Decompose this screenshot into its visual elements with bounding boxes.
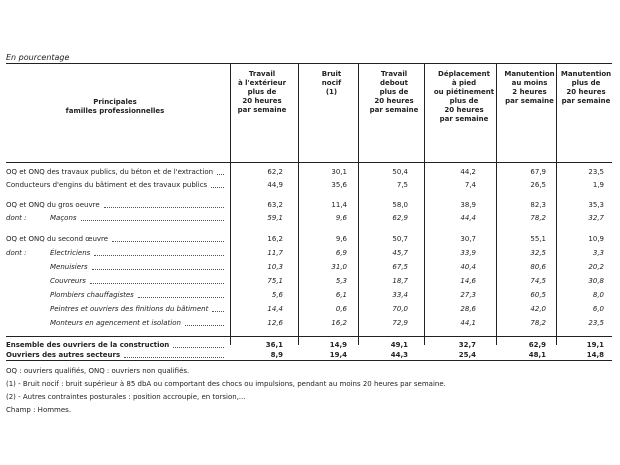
cell-value: 49,1 [390, 341, 408, 349]
cell-value: 59,1 [267, 214, 283, 222]
cell-value: 14,6 [460, 277, 476, 285]
table-row [6, 167, 612, 178]
row-label-text: Monteurs en agencement et isolation [50, 319, 181, 327]
column-header-3: Travail debout plus de 20 heures par semaine [369, 70, 419, 114]
row-label-text: Maçons [50, 214, 77, 222]
row-label [6, 213, 77, 224]
table-row [6, 276, 612, 287]
footnote: Champ : Hommes. [6, 406, 72, 414]
cell-value: 23,5 [588, 319, 604, 327]
table-row [6, 200, 612, 211]
cell-value: 26,5 [530, 181, 546, 189]
leader-dots [212, 304, 224, 312]
cell-value: 8,9 [270, 351, 283, 359]
column-header-1: Travail à l'extérieur plus de 20 heures par semaine [237, 70, 287, 114]
cell-value: 35,3 [588, 201, 604, 209]
row-label [6, 290, 134, 301]
cell-value: 12,6 [267, 319, 283, 327]
cell-value: 48,1 [528, 351, 546, 359]
row-label-text: OQ et ONQ du second œuvre [6, 235, 109, 243]
cell-value: 20,2 [588, 263, 604, 271]
table-row [6, 290, 612, 301]
cell-value: 62,9 [528, 341, 546, 349]
cell-value: 62,9 [392, 214, 408, 222]
table-row [6, 318, 612, 329]
cell-value: 45,7 [392, 249, 408, 257]
cell-value: 55,1 [530, 235, 546, 243]
cell-value: 11,4 [331, 201, 347, 209]
table-row [6, 213, 612, 224]
cell-value: 32,7 [458, 341, 476, 349]
cell-value: 40,4 [460, 263, 476, 271]
cell-value: 42,0 [530, 305, 546, 313]
row-label-text: OQ et ONQ du gros oeuvre [6, 201, 100, 209]
cell-value: 6,1 [335, 291, 347, 299]
table-row [6, 304, 612, 315]
table-row [6, 234, 612, 245]
cell-value: 5,6 [271, 291, 283, 299]
row-label [6, 200, 100, 211]
cell-value: 50,7 [392, 235, 408, 243]
cell-value: 75,1 [267, 277, 283, 285]
leader-dots [138, 290, 224, 298]
unit-label: En pourcentage [6, 53, 70, 62]
cell-value: 82,3 [530, 201, 546, 209]
cell-value: 33,9 [460, 249, 476, 257]
cell-value: 50,4 [392, 168, 408, 176]
row-label [6, 248, 90, 259]
cell-value: 62,2 [267, 168, 283, 176]
row-label [6, 262, 88, 273]
cell-value: 16,2 [331, 319, 347, 327]
row-label [6, 180, 207, 191]
leader-dots [185, 318, 224, 326]
footnote: OQ : ouvriers qualifiés, ONQ : ouvriers non qualifiés. [6, 367, 190, 375]
cell-value: 8,0 [592, 291, 604, 299]
table-row [6, 180, 612, 191]
cell-value: 30,1 [331, 168, 347, 176]
cell-value: 36,1 [265, 341, 283, 349]
row-label-text: Ensemble des ouvriers de la construction [6, 341, 170, 349]
leader-dots [92, 262, 224, 270]
cell-value: 44,2 [460, 168, 476, 176]
cell-value: 25,4 [458, 351, 476, 359]
cell-value: 14,4 [267, 305, 283, 313]
cell-value: 10,3 [267, 263, 283, 271]
cell-value: 16,2 [267, 235, 283, 243]
cell-value: 19,1 [586, 341, 604, 349]
footnote: (2) - Autres contraintes posturales : position accroupie, en torsion,... [6, 393, 246, 401]
cell-value: 18,7 [392, 277, 408, 285]
cell-value: 7,5 [396, 181, 408, 189]
cell-value: 44,9 [267, 181, 283, 189]
cell-value: 11,7 [267, 249, 283, 257]
cell-value: 23,5 [588, 168, 604, 176]
cell-value: 14,9 [329, 341, 347, 349]
cell-value: 0,6 [335, 305, 347, 313]
cell-value: 78,2 [530, 214, 546, 222]
cell-value: 30,8 [588, 277, 604, 285]
cell-value: 6,9 [335, 249, 347, 257]
row-label [6, 167, 213, 178]
row-label-text: Électriciens [50, 249, 91, 257]
row-prefix: dont : [6, 214, 27, 222]
cell-value: 44,1 [460, 319, 476, 327]
leader-dots [112, 234, 224, 242]
cell-value: 44,4 [460, 214, 476, 222]
table-row [6, 262, 612, 273]
cell-value: 67,5 [392, 263, 408, 271]
row-label [6, 234, 108, 245]
cell-value: 9,6 [335, 214, 347, 222]
row-label [6, 276, 86, 287]
cell-value: 31,0 [331, 263, 347, 271]
column-header-5: Manutention au moins 2 heures par semaine [504, 70, 555, 105]
cell-value: 9,6 [335, 235, 347, 243]
cell-value: 7,4 [464, 181, 476, 189]
leader-dots [81, 213, 224, 221]
cell-value: 60,5 [530, 291, 546, 299]
leader-dots [217, 167, 224, 175]
cell-value: 80,6 [530, 263, 546, 271]
cell-value: 19,4 [329, 351, 347, 359]
table-row [6, 248, 612, 259]
cell-value: 14,8 [586, 351, 604, 359]
row-label [6, 304, 208, 315]
column-header-4: Déplacement à pied ou piétinement plus de 20 heures par semaine [433, 70, 495, 123]
cell-value: 1,9 [592, 181, 604, 189]
cell-value: 58,0 [392, 201, 408, 209]
row-label-text: Plombiers chauffagistes [50, 291, 134, 299]
cell-value: 44,3 [390, 351, 408, 359]
leader-dots [94, 248, 224, 256]
cell-value: 5,3 [335, 277, 347, 285]
cell-value: 35,6 [331, 181, 347, 189]
row-label-text: OQ et ONQ des travaux publics, du béton et de l'extraction [6, 168, 214, 176]
cell-value: 32,5 [530, 249, 546, 257]
footnote: (1) - Bruit nocif : bruit supérieur à 85 dbA ou comportant des chocs ou impulsions, pendant au moins 20 heures par semaine. [6, 380, 446, 388]
cell-value: 33,4 [392, 291, 408, 299]
row-prefix: dont : [6, 249, 27, 257]
leader-dots [90, 276, 224, 284]
leader-dots [211, 180, 224, 188]
header-bottom-rule [6, 162, 612, 163]
cell-value: 74,5 [530, 277, 546, 285]
leader-dots [104, 200, 224, 208]
row-label-text: Peintres et ouvriers des finitions du bâtiment [50, 305, 209, 313]
cell-value: 67,9 [530, 168, 546, 176]
cell-value: 28,6 [460, 305, 476, 313]
cell-value: 78,2 [530, 319, 546, 327]
cell-value: 6,0 [592, 305, 604, 313]
row-label-text: Conducteurs d'engins du bâtiment et des travaux publics [6, 181, 208, 189]
cell-value: 3,3 [592, 249, 604, 257]
cell-value: 63,2 [267, 201, 283, 209]
totals-top-rule [6, 336, 612, 337]
table-top-rule [6, 63, 612, 64]
cell-value: 27,3 [460, 291, 476, 299]
column-header-2: Bruit nocif (1) [321, 70, 342, 96]
row-label-text: Ouvriers des autres secteurs [6, 351, 121, 359]
cell-value: 70,0 [392, 305, 408, 313]
cell-value: 32,7 [588, 214, 604, 222]
row-label [6, 318, 181, 329]
family-column-header: Principales familles professionnelles [65, 98, 165, 115]
cell-value: 10,9 [588, 235, 604, 243]
table-bottom-rule [6, 360, 612, 361]
leader-dots [124, 350, 224, 358]
leader-dots [173, 340, 224, 348]
row-label-text: Menuisiers [50, 263, 88, 271]
cell-value: 38,9 [460, 201, 476, 209]
row-label-text: Couvreurs [50, 277, 86, 285]
cell-value: 72,9 [392, 319, 408, 327]
column-header-6: Manutention plus de 20 heures par semaine [560, 70, 612, 105]
cell-value: 30,7 [460, 235, 476, 243]
